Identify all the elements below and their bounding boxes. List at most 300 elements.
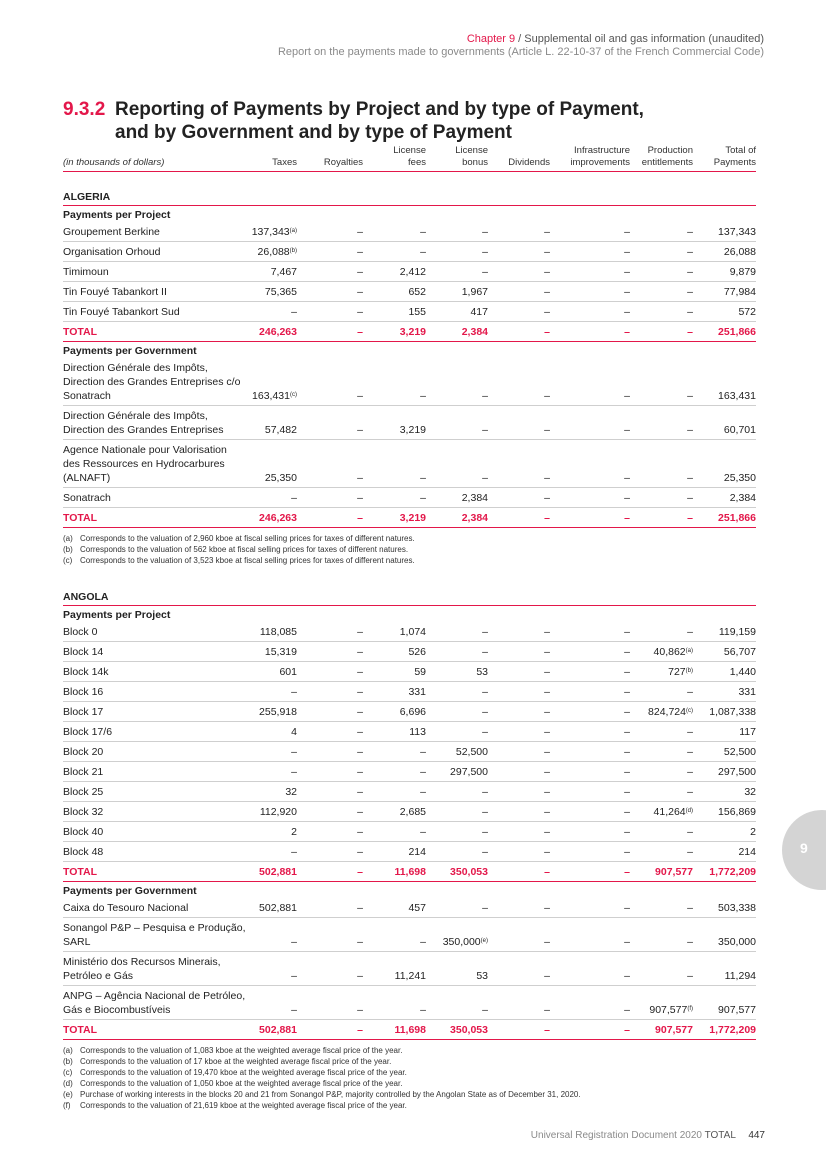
row-label-line: des Ressources en Hydrocarbures	[63, 458, 225, 470]
cell-license-bonus: –	[482, 472, 488, 484]
footnote	[63, 544, 756, 555]
total-label: TOTAL	[63, 512, 98, 524]
cell-production: –	[687, 226, 693, 238]
cell-license-bonus: –	[482, 646, 488, 658]
row-label	[63, 682, 253, 701]
footnote-text: Corresponds to the valuation of 1,083 kboe at the weighted average fiscal price of the year.	[80, 1046, 403, 1055]
cell-license-bonus: 2,384	[461, 492, 488, 504]
cell-production: –	[687, 492, 693, 504]
row-label	[63, 802, 253, 821]
row-label-line: Groupement Berkine	[63, 226, 160, 238]
row-label-line: Block 21	[63, 766, 104, 778]
total-taxes: 246,263	[259, 512, 297, 524]
cell-license-fees: 6,696	[399, 706, 426, 718]
chapter-title: / Supplemental oil and gas information (unaudited)	[515, 33, 764, 45]
row-label	[63, 488, 253, 507]
total-production: –	[687, 512, 693, 524]
footnote	[63, 555, 756, 566]
cell-license-fees: 11,241	[394, 970, 426, 982]
chapter-side-tab[interactable]	[782, 810, 826, 890]
col-production	[642, 145, 693, 169]
row-label-line: Block 0	[63, 626, 98, 638]
col-production-line1: Production	[647, 145, 693, 156]
total-production: –	[687, 326, 693, 338]
footnote-text: Corresponds to the valuation of 19,470 kboe at the weighted average fiscal price of the year.	[80, 1068, 407, 1077]
total-label: TOTAL	[63, 326, 98, 338]
cell-production: –	[687, 902, 693, 914]
total-taxes: 502,881	[259, 1024, 297, 1036]
cell-production: 40,862$^{(a)}$	[653, 646, 693, 658]
table-row	[63, 406, 756, 440]
cell-license-fees: 113	[409, 726, 426, 738]
col-license-bonus-line2: bonus	[462, 157, 488, 168]
total-total: 251,866	[718, 512, 756, 524]
col-production-line2: entitlements	[641, 157, 693, 168]
row-label-line: Caixa do Tesouro Nacional	[63, 902, 189, 914]
cell-royalties: –	[357, 746, 363, 758]
total-license-fees: 11,698	[394, 1024, 426, 1036]
cell-infrastructure: –	[624, 902, 630, 914]
cell-license-bonus: 53	[476, 970, 488, 982]
cell-royalties: –	[357, 424, 363, 436]
cell-production: –	[687, 826, 693, 838]
cell-taxes: –	[291, 970, 297, 982]
row-label	[63, 762, 253, 781]
footnote-marker: (b)	[289, 248, 297, 254]
total-dividends: –	[544, 866, 550, 878]
cell-license-bonus: –	[482, 846, 488, 858]
row-label-line: Timimoun	[63, 266, 109, 278]
column-headers	[63, 147, 756, 172]
total-dividends: –	[544, 1024, 550, 1036]
cell-total: 2,384	[729, 492, 756, 504]
cell-royalties: –	[357, 286, 363, 298]
footnote-text: Corresponds to the valuation of 2,960 kboe at fiscal selling prices for taxes of different natures.	[80, 534, 415, 543]
cell-infrastructure: –	[624, 646, 630, 658]
cell-dividends: –	[544, 706, 550, 718]
cell-total: 25,350	[723, 472, 756, 484]
cell-infrastructure: –	[624, 424, 630, 436]
cell-license-fees: 2,412	[399, 266, 426, 278]
row-label	[63, 358, 253, 405]
cell-dividends: –	[544, 970, 550, 982]
row-label-line: Tin Fouyé Tabankort Sud	[63, 306, 180, 318]
cell-infrastructure: –	[624, 390, 630, 402]
col-infrastructure-line1: Infrastructure	[574, 145, 630, 156]
cell-production: 41,264$^{(d)}$	[653, 806, 693, 818]
cell-infrastructure: –	[624, 746, 630, 758]
payments-table	[63, 180, 756, 1125]
row-label	[63, 302, 253, 321]
total-infrastructure: –	[624, 326, 630, 338]
cell-total: 9,879	[729, 266, 756, 278]
cell-dividends: –	[544, 666, 550, 678]
table-row	[63, 682, 756, 702]
cell-infrastructure: –	[624, 786, 630, 798]
footer-brand: TOTAL	[704, 1130, 736, 1141]
cell-license-bonus: –	[482, 266, 488, 278]
row-label-line: Direction des Grandes Entreprises	[63, 424, 224, 436]
row-label-line: Block 17/6	[63, 726, 113, 738]
total-license-bonus: 350,053	[450, 1024, 488, 1036]
footnote	[63, 1100, 756, 1111]
cell-production: –	[687, 266, 693, 278]
col-license-bonus	[455, 145, 488, 169]
cell-taxes: –	[291, 306, 297, 318]
footnote-marker: (b)	[685, 668, 693, 674]
cell-infrastructure: –	[624, 666, 630, 678]
total-royalties: –	[357, 1024, 363, 1036]
country-heading: ANGOLA	[63, 580, 756, 606]
footnote-letter: (b)	[63, 545, 73, 554]
table-row	[63, 242, 756, 262]
footnote	[63, 533, 756, 544]
total-dividends: –	[544, 326, 550, 338]
table-row	[63, 782, 756, 802]
row-label	[63, 822, 253, 841]
cell-license-bonus: 350,000$^{(e)}$	[442, 936, 488, 948]
footnote-text: Corresponds to the valuation of 17 kboe at the weighted average fiscal price of the year.	[80, 1057, 392, 1066]
table-row	[63, 662, 756, 682]
cell-total: 1,087,338	[709, 706, 756, 718]
cell-dividends: –	[544, 826, 550, 838]
cell-taxes: 26,088$^{(b)}$	[257, 246, 297, 258]
col-dividends: Dividends	[508, 157, 550, 168]
total-total: 1,772,209	[709, 1024, 756, 1036]
cell-total: 907,577	[718, 1004, 756, 1016]
cell-total: 119,159	[718, 626, 756, 638]
cell-taxes: 601	[279, 666, 297, 678]
cell-royalties: –	[357, 1004, 363, 1016]
row-label-line: Gás e Biocombustíveis	[63, 1004, 171, 1016]
table-row	[63, 302, 756, 322]
chapter-side-tab-number: 9	[800, 840, 808, 856]
total-royalties: –	[357, 866, 363, 878]
cell-infrastructure: –	[624, 472, 630, 484]
cell-infrastructure: –	[624, 936, 630, 948]
row-label	[63, 222, 253, 241]
row-label-line: Block 32	[63, 806, 104, 818]
cell-license-bonus: –	[482, 390, 488, 402]
chapter-number: Chapter 9	[466, 33, 516, 45]
cell-license-bonus: –	[482, 226, 488, 238]
cell-royalties: –	[357, 626, 363, 638]
table-row	[63, 742, 756, 762]
cell-royalties: –	[357, 936, 363, 948]
cell-license-fees: 214	[408, 846, 426, 858]
cell-taxes: –	[291, 686, 297, 698]
total-license-fees: 11,698	[394, 866, 426, 878]
cell-total: 350,000	[718, 936, 756, 948]
footnote	[63, 1056, 756, 1067]
cell-taxes: 75,365	[264, 286, 297, 298]
row-label-line: Block 14k	[63, 666, 109, 678]
footnote-letter: (b)	[63, 1057, 73, 1066]
section-title	[63, 98, 644, 144]
footnote-letter: (d)	[63, 1079, 73, 1088]
cell-license-bonus: –	[482, 246, 488, 258]
cell-dividends: –	[544, 1004, 550, 1016]
cell-royalties: –	[357, 666, 363, 678]
cell-license-fees: –	[420, 246, 426, 258]
cell-license-bonus: –	[482, 424, 488, 436]
cell-taxes: –	[291, 846, 297, 858]
cell-taxes: 502,881	[259, 902, 297, 914]
col-taxes: Taxes	[272, 157, 297, 168]
cell-license-bonus: –	[482, 806, 488, 818]
cell-license-fees: –	[420, 936, 426, 948]
cell-license-fees: 59	[414, 666, 426, 678]
cell-total: 163,431	[718, 390, 756, 402]
cell-license-fees: 1,074	[399, 626, 426, 638]
cell-license-bonus: –	[482, 726, 488, 738]
row-label-line: Direction Générale des Impôts,	[63, 362, 208, 374]
running-header	[278, 33, 764, 59]
cell-infrastructure: –	[624, 266, 630, 278]
cell-taxes: 163,431$^{(c)}$	[252, 390, 297, 402]
cell-total: 52,500	[723, 746, 756, 758]
footnote-marker: (e)	[480, 938, 488, 944]
cell-total: 32	[744, 786, 756, 798]
cell-license-bonus: 52,500	[455, 746, 488, 758]
footnote-text: Purchase of working interests in the blocks 20 and 21 from Sonangol P&P, majority controlled by the Angolan State as of December 31, 2020.	[80, 1090, 581, 1099]
col-total-line2: Payments	[713, 157, 756, 168]
cell-infrastructure: –	[624, 706, 630, 718]
footnote	[63, 1078, 756, 1089]
total-row	[63, 322, 756, 342]
col-license-fees-line1: License	[393, 145, 426, 156]
cell-production: –	[687, 390, 693, 402]
cell-production: 824,724$^{(c)}$	[648, 706, 693, 718]
footnotes	[63, 1040, 756, 1125]
cell-production: –	[687, 424, 693, 436]
table-row	[63, 762, 756, 782]
cell-license-bonus: –	[482, 826, 488, 838]
cell-royalties: –	[357, 726, 363, 738]
cell-dividends: –	[544, 746, 550, 758]
cell-license-fees: –	[420, 226, 426, 238]
cell-royalties: –	[357, 826, 363, 838]
footnote-marker: (a)	[685, 648, 693, 654]
cell-taxes: 15,319	[264, 646, 297, 658]
row-label	[63, 642, 253, 661]
section-title-line1: Reporting of Payments by Project and by type of Payment,	[115, 99, 644, 120]
total-row	[63, 508, 756, 528]
cell-taxes: 4	[291, 726, 297, 738]
cell-infrastructure: –	[624, 492, 630, 504]
row-label	[63, 952, 253, 985]
row-label-line: ANPG – Agência Nacional de Petróleo,	[63, 990, 246, 1002]
row-label-line: Tin Fouyé Tabankort II	[63, 286, 167, 298]
cell-royalties: –	[357, 646, 363, 658]
table-row	[63, 222, 756, 242]
cell-taxes: 112,920	[259, 806, 297, 818]
cell-total: 11,294	[724, 970, 756, 982]
cell-royalties: –	[357, 306, 363, 318]
row-label-line: Block 20	[63, 746, 104, 758]
table-row	[63, 702, 756, 722]
total-total: 251,866	[718, 326, 756, 338]
cell-dividends: –	[544, 424, 550, 436]
col-infrastructure-line2: improvements	[570, 157, 630, 168]
cell-infrastructure: –	[624, 286, 630, 298]
total-license-bonus: 350,053	[450, 866, 488, 878]
cell-infrastructure: –	[624, 1004, 630, 1016]
cell-taxes: 118,085	[259, 626, 297, 638]
row-label	[63, 262, 253, 281]
cell-dividends: –	[544, 646, 550, 658]
total-taxes: 502,881	[259, 866, 297, 878]
cell-royalties: –	[357, 472, 363, 484]
cell-license-fees: –	[420, 786, 426, 798]
header-subtitle: Report on the payments made to governments (Article L. 22-10-37 of the French Commercial Code)	[277, 46, 764, 58]
cell-taxes: –	[291, 492, 297, 504]
total-infrastructure: –	[624, 866, 630, 878]
footnote-marker: (c)	[686, 708, 693, 714]
group-heading: Payments per Government	[63, 345, 197, 357]
cell-total: 214	[738, 846, 756, 858]
cell-license-fees: –	[420, 1004, 426, 1016]
footnote-letter: (a)	[63, 1046, 73, 1055]
table-row	[63, 358, 756, 406]
cell-production: 907,577$^{(f)}$	[649, 1004, 693, 1016]
table-row	[63, 722, 756, 742]
cell-dividends: –	[544, 846, 550, 858]
cell-taxes: –	[291, 766, 297, 778]
footnote-marker: (c)	[290, 392, 297, 398]
page-footer	[531, 1130, 765, 1141]
table-row	[63, 262, 756, 282]
cell-taxes: 7,467	[270, 266, 297, 278]
cell-license-fees: –	[420, 766, 426, 778]
cell-total: 26,088	[723, 246, 756, 258]
total-infrastructure: –	[624, 512, 630, 524]
group-heading: Payments per Project	[63, 609, 171, 621]
row-label	[63, 898, 253, 917]
cell-infrastructure: –	[624, 246, 630, 258]
cell-dividends: –	[544, 902, 550, 914]
cell-taxes: 137,343$^{(a)}$	[251, 226, 297, 238]
cell-royalties: –	[357, 226, 363, 238]
cell-royalties: –	[357, 266, 363, 278]
cell-license-fees: 331	[408, 686, 426, 698]
cell-infrastructure: –	[624, 306, 630, 318]
cell-license-fees: 3,219	[399, 424, 426, 436]
row-label-line: Block 14	[63, 646, 104, 658]
cell-taxes: –	[291, 746, 297, 758]
cell-dividends: –	[544, 246, 550, 258]
total-dividends: –	[544, 512, 550, 524]
cell-infrastructure: –	[624, 226, 630, 238]
cell-total: 503,338	[718, 902, 756, 914]
cell-total: 137,343	[718, 226, 756, 238]
cell-total: 1,440	[729, 666, 756, 678]
cell-royalties: –	[357, 902, 363, 914]
section-title-line2: and by Government and by type of Payment	[115, 122, 512, 143]
cell-royalties: –	[357, 970, 363, 982]
row-label-line: Sonatrach	[63, 390, 111, 402]
cell-production: 727$^{(b)}$	[668, 666, 693, 678]
total-taxes: 246,263	[259, 326, 297, 338]
table-row	[63, 488, 756, 508]
cell-dividends: –	[544, 806, 550, 818]
cell-infrastructure: –	[624, 806, 630, 818]
row-label-line: Block 25	[63, 786, 104, 798]
cell-license-fees: –	[420, 746, 426, 758]
cell-production: –	[687, 726, 693, 738]
cell-license-bonus: –	[482, 786, 488, 798]
cell-license-bonus: –	[482, 686, 488, 698]
cell-license-bonus: 417	[470, 306, 488, 318]
row-label-line: Block 48	[63, 846, 104, 858]
cell-infrastructure: –	[624, 766, 630, 778]
cell-license-fees: 652	[408, 286, 426, 298]
cell-taxes: 255,918	[259, 706, 297, 718]
cell-dividends: –	[544, 686, 550, 698]
total-production: 907,577	[655, 1024, 693, 1036]
table-row	[63, 802, 756, 822]
country-heading: ALGERIA	[63, 180, 756, 206]
footnotes	[63, 528, 756, 580]
cell-royalties: –	[357, 492, 363, 504]
total-license-bonus: 2,384	[461, 326, 488, 338]
col-license-bonus-line1: License	[455, 145, 488, 156]
page-number: 447	[748, 1130, 765, 1141]
cell-total: 117	[739, 726, 756, 738]
cell-production: –	[687, 626, 693, 638]
cell-license-bonus: 53	[476, 666, 488, 678]
cell-dividends: –	[544, 726, 550, 738]
footnote-letter: (a)	[63, 534, 73, 543]
total-royalties: –	[357, 512, 363, 524]
footnote-text: Corresponds to the valuation of 1,050 kboe at the weighted average fiscal price of the year.	[80, 1079, 403, 1088]
cell-total: 2	[750, 826, 756, 838]
cell-license-fees: –	[420, 492, 426, 504]
row-label	[63, 662, 253, 681]
cell-royalties: –	[357, 686, 363, 698]
total-license-fees: 3,219	[399, 326, 426, 338]
row-label-line: Sonangol P&P – Pesquisa e Produção,	[63, 922, 246, 934]
cell-taxes: –	[291, 936, 297, 948]
cell-dividends: –	[544, 492, 550, 504]
cell-infrastructure: –	[624, 686, 630, 698]
cell-license-fees: –	[420, 472, 426, 484]
total-license-bonus: 2,384	[461, 512, 488, 524]
cell-royalties: –	[357, 786, 363, 798]
cell-license-fees: 2,685	[399, 806, 426, 818]
cell-production: –	[687, 246, 693, 258]
cell-infrastructure: –	[624, 626, 630, 638]
row-label	[63, 842, 253, 861]
cell-license-fees: 155	[408, 306, 426, 318]
row-label-line: (ALNAFT)	[63, 472, 111, 484]
cell-taxes: 57,482	[264, 424, 297, 436]
footer-document: Universal Registration Document 2020	[530, 1130, 702, 1141]
section-number: 9.3.2	[63, 99, 106, 120]
table-row	[63, 642, 756, 662]
row-label-line: Block 17	[63, 706, 104, 718]
cell-dividends: –	[544, 626, 550, 638]
total-label: TOTAL	[63, 1024, 98, 1036]
total-infrastructure: –	[624, 1024, 630, 1036]
cell-total: 297,500	[718, 766, 756, 778]
row-label	[63, 782, 253, 801]
footnote-letter: (e)	[63, 1090, 73, 1099]
footnote	[63, 1067, 756, 1078]
row-label	[63, 440, 253, 487]
group-heading: Payments per Government	[63, 885, 197, 897]
cell-total: 331	[738, 686, 756, 698]
